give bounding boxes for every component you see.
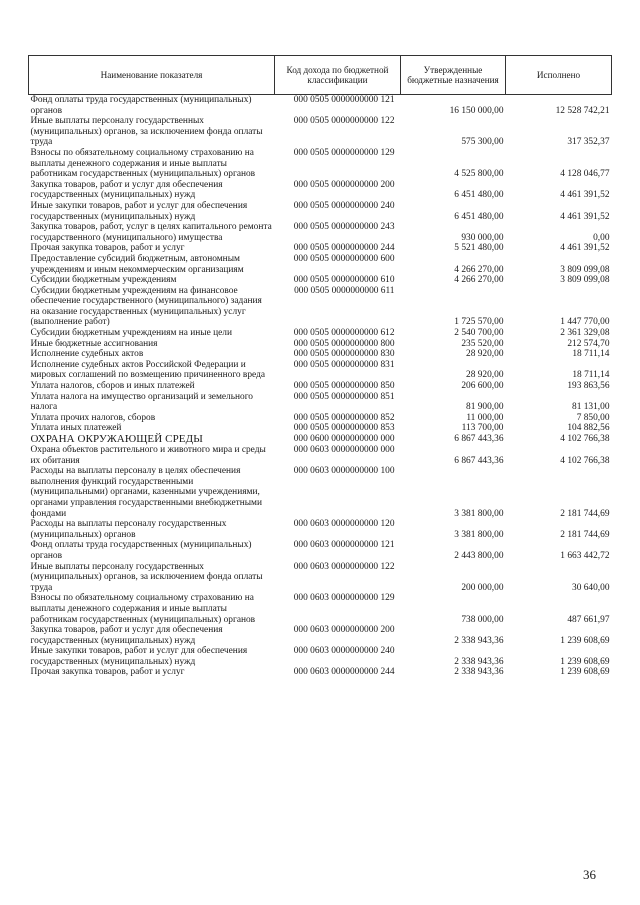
row-approved-cell: 4 525 800,00 (454, 169, 504, 180)
row-code-cell: 000 0505 0000000000 852 (293, 412, 395, 423)
row-executed-cell: 212 574,70 (567, 338, 610, 349)
row-executed-cell: 1 663 442,72 (560, 550, 610, 561)
row-executed-cell: 487 661,97 (567, 614, 610, 625)
table-row (29, 413, 612, 424)
row-code-cell: 000 0505 0000000000 244 (293, 243, 395, 254)
header-executed: Исполнено (506, 56, 612, 95)
row-approved-cell: 81 900,00 (466, 402, 504, 413)
row-approved-cell: 2 338 943,36 (454, 635, 504, 646)
table-row (29, 286, 612, 328)
row-approved-cell: 206 600,00 (461, 381, 504, 392)
row-name-cell: Закупка товаров, работ, услуг в целях капитального ремонта государственного (муниципального) имущества (30, 222, 272, 243)
row-approved-cell: 200 000,00 (461, 582, 504, 593)
row-approved-cell: 235 520,00 (461, 338, 504, 349)
row-code-cell: 000 0505 0000000000 611 (294, 285, 395, 296)
row-code-cell: 000 0603 0000000000 100 (293, 466, 395, 477)
row-approved-cell: 2 443 800,00 (454, 550, 504, 561)
row-name-cell: Охрана объектов растительного и животного мира и среды их обитания (30, 445, 266, 466)
row-executed-cell: 1 239 608,69 (560, 656, 610, 667)
row-executed-cell: 0,00 (593, 232, 610, 243)
row-approved-cell: 2 540 700,00 (454, 328, 504, 339)
row-code-cell: 000 0505 0000000000 800 (293, 338, 395, 349)
row-name-cell: Уплата прочих налогов, сборов (30, 412, 156, 423)
row-approved-cell: 28 920,00 (466, 349, 504, 360)
row-executed-cell: 4 461 391,52 (560, 211, 610, 222)
row-name-cell: Уплата налогов, сборов и иных платежей (30, 381, 195, 392)
row-code-cell: 000 0505 0000000000 121 (293, 95, 395, 105)
row-approved-cell: 575 300,00 (461, 137, 504, 148)
row-executed-cell: 317 352,37 (567, 137, 610, 148)
table-row (29, 360, 612, 381)
row-executed-cell: 4 102 766,38 (560, 434, 610, 445)
row-code-cell: 000 0505 0000000000 610 (293, 275, 395, 286)
row-executed-cell: 18 711,14 (572, 370, 610, 381)
row-name-cell: Предоставление субсидий бюджетным, автономным учреждениям и иным некоммерческим организациям (30, 253, 244, 275)
row-name-cell: Уплата иных платежей (30, 423, 122, 434)
row-executed-cell: 104 882,56 (567, 423, 610, 434)
row-name-cell: Фонд оплаты труда государственных (муниципальных) органов (30, 95, 252, 116)
row-approved-cell: 11 000,00 (466, 412, 504, 423)
header-name: Наименование показателя (29, 56, 275, 95)
row-code-cell: 000 0505 0000000000 600 (293, 253, 395, 264)
row-approved-cell: 6 451 480,00 (454, 211, 504, 222)
row-name-cell: Расходы на выплаты персоналу в целях обеспечения выполнения функций государственными (муниципальными) органами, казенными учреждениями, органами управления государственными внебюджетными фондами (30, 466, 262, 519)
row-approved-cell: 2 338 943,36 (454, 656, 504, 667)
row-name-cell: Взносы по обязательному социальному страхованию на выплаты денежного содержания и иные выплаты работникам государственных (муниципальных) органов (30, 593, 256, 625)
row-name-cell: Фонд оплаты труда государственных (муниципальных) органов (30, 540, 252, 561)
table-row (29, 339, 612, 350)
row-code-cell: 000 0505 0000000000 243 (293, 222, 395, 233)
row-name-cell: Иные закупки товаров, работ и услуг для обеспечения государственных (муниципальных) нужд (30, 200, 248, 222)
row-executed-cell: 4 128 046,77 (560, 169, 610, 180)
row-name-cell: Иные выплаты персоналу государственных (муниципальных) органов, за исключением фонда оплаты труда (30, 561, 263, 593)
row-name-cell: Иные выплаты персоналу государственных (муниципальных) органов, за исключением фонда оплаты труда (30, 116, 263, 148)
row-name-cell: Закупка товаров, работ и услуг для обеспечения государственных (муниципальных) нужд (30, 179, 223, 201)
table-row (29, 466, 612, 519)
header-code: Код дохода по бюджетной классификации (275, 56, 401, 95)
row-approved-cell: 6 867 443,36 (454, 455, 504, 466)
row-code-cell: 000 0603 0000000000 240 (293, 646, 395, 657)
table-body (29, 95, 612, 679)
table-row (29, 381, 612, 392)
row-code-cell: 000 0505 0000000000 853 (293, 423, 395, 434)
table-row (29, 148, 612, 180)
row-name-cell: Иные бюджетные ассигнования (30, 338, 158, 349)
row-approved-cell: 930 000,00 (461, 232, 504, 243)
table-row (29, 243, 612, 254)
table-row (29, 540, 612, 561)
row-name-cell: Субсидии бюджетным учреждениям на финансовое обеспечение государственного (муниципального) задания на оказание государственных (муниципальных) услуг (выполнение работ) (30, 285, 262, 328)
row-executed-cell: 2 361 329,08 (560, 328, 610, 339)
row-code-cell: 000 0603 0000000000 121 (293, 540, 395, 551)
table-row (29, 593, 612, 625)
row-code-cell: 000 0505 0000000000 830 (293, 349, 395, 360)
table-row (29, 222, 612, 243)
row-code-cell: 000 0505 0000000000 200 (293, 179, 395, 190)
table-row (29, 95, 612, 117)
row-executed-cell: 1 239 608,69 (560, 667, 610, 678)
table-row (29, 275, 612, 286)
table-row (29, 562, 612, 594)
row-code-cell: 000 0600 0000000000 000 (293, 434, 395, 444)
row-name-cell: Субсидии бюджетным учреждениям (30, 275, 177, 286)
row-name-cell: Уплата налога на имущество организаций и земельного налога (30, 391, 253, 413)
row-code-cell: 000 0505 0000000000 129 (293, 147, 395, 158)
row-code-cell: 000 0505 0000000000 122 (293, 116, 395, 127)
row-approved-cell: 1 725 570,00 (454, 317, 504, 328)
row-name-cell: Исполнение судебных актов (30, 349, 144, 360)
page-number: 36 (583, 867, 596, 882)
table-row (29, 116, 612, 148)
table-row (29, 625, 612, 646)
row-code-cell: 000 0603 0000000000 200 (293, 625, 395, 636)
row-executed-cell: 18 711,14 (572, 349, 610, 360)
table-row (29, 349, 612, 360)
table-row (29, 201, 612, 222)
row-name-cell: Расходы на выплаты персоналу государственных (муниципальных) органов (30, 519, 227, 540)
row-executed-cell: 1 447 770,00 (560, 317, 610, 328)
row-code-cell: 000 0505 0000000000 240 (293, 200, 395, 211)
row-executed-cell: 30 640,00 (572, 582, 610, 593)
row-approved-cell: 6 451 480,00 (454, 190, 504, 201)
table-row (29, 180, 612, 201)
table-row (29, 392, 612, 413)
row-executed-cell: 12 528 742,21 (555, 105, 610, 116)
row-executed-cell: 2 181 744,69 (560, 508, 610, 519)
row-name-cell: Прочая закупка товаров, работ и услуг (30, 243, 185, 254)
row-code-cell: 000 0505 0000000000 850 (293, 381, 395, 392)
row-code-cell: 000 0505 0000000000 612 (293, 328, 395, 339)
row-executed-cell: 4 461 391,52 (560, 190, 610, 201)
row-name-cell: Закупка товаров, работ и услуг для обеспечения государственных (муниципальных) нужд (30, 625, 223, 646)
row-approved-cell: 5 521 480,00 (454, 243, 504, 254)
table-header (29, 56, 612, 95)
row-name-cell: Исполнение судебных актов Российской Федерации и мировых соглашений по возмещению причиненного вреда (30, 359, 266, 381)
row-name-cell: Субсидии бюджетным учреждениям на иные цели (30, 328, 232, 339)
row-approved-cell: 738 000,00 (461, 614, 504, 625)
row-approved-cell: 28 920,00 (466, 370, 504, 381)
row-executed-cell: 2 181 744,69 (560, 529, 610, 540)
row-approved-cell: 3 381 800,00 (454, 529, 504, 540)
row-executed-cell: 81 131,00 (572, 402, 610, 413)
row-executed-cell: 1 239 608,69 (560, 635, 610, 646)
table-row (29, 254, 612, 275)
row-executed-cell: 7 850,00 (576, 412, 610, 423)
row-approved-cell: 4 266 270,00 (454, 275, 504, 286)
row-code-cell: 000 0505 0000000000 831 (293, 359, 395, 370)
row-code-cell: 000 0505 0000000000 851 (293, 391, 395, 402)
row-approved-cell: 6 867 443,36 (454, 434, 504, 445)
row-approved-cell: 2 338 943,36 (454, 667, 504, 678)
row-code-cell: 000 0603 0000000000 120 (293, 519, 395, 530)
row-name-cell: Взносы по обязательному социальному страхованию на выплаты денежного содержания и иные выплаты работникам государственных (муниципальных) органов (30, 147, 256, 180)
row-code-cell: 000 0603 0000000000 122 (293, 561, 395, 572)
row-approved-cell: 113 700,00 (461, 423, 504, 434)
table-row (29, 445, 612, 466)
budget-execution-table (28, 55, 612, 678)
row-executed-cell: 4 102 766,38 (560, 455, 610, 466)
table-row (29, 434, 612, 445)
row-name-cell: Иные закупки товаров, работ и услуг для обеспечения государственных (муниципальных) нужд (30, 646, 248, 667)
row-executed-cell: 3 809 099,08 (560, 264, 610, 275)
table-row (29, 519, 612, 540)
table-row (29, 667, 612, 678)
row-executed-cell: 193 863,56 (567, 381, 610, 392)
row-approved-cell: 3 381 800,00 (454, 508, 504, 519)
row-name-cell: ОХРАНА ОКРУЖАЮЩЕЙ СРЕДЫ (30, 433, 203, 445)
row-approved-cell: 4 266 270,00 (454, 264, 504, 275)
table-row (29, 646, 612, 667)
row-name-cell: Прочая закупка товаров, работ и услуг (30, 667, 185, 678)
row-code-cell: 000 0603 0000000000 244 (293, 667, 395, 678)
row-approved-cell: 16 150 000,00 (449, 105, 504, 116)
row-executed-cell: 4 461 391,52 (560, 243, 610, 254)
row-executed-cell: 3 809 099,08 (560, 275, 610, 286)
row-code-cell: 000 0603 0000000000 000 (293, 445, 395, 455)
row-code-cell: 000 0603 0000000000 129 (293, 593, 395, 604)
table-row (29, 328, 612, 339)
header-approved: Утвержденные бюджетные назначения (401, 56, 506, 95)
